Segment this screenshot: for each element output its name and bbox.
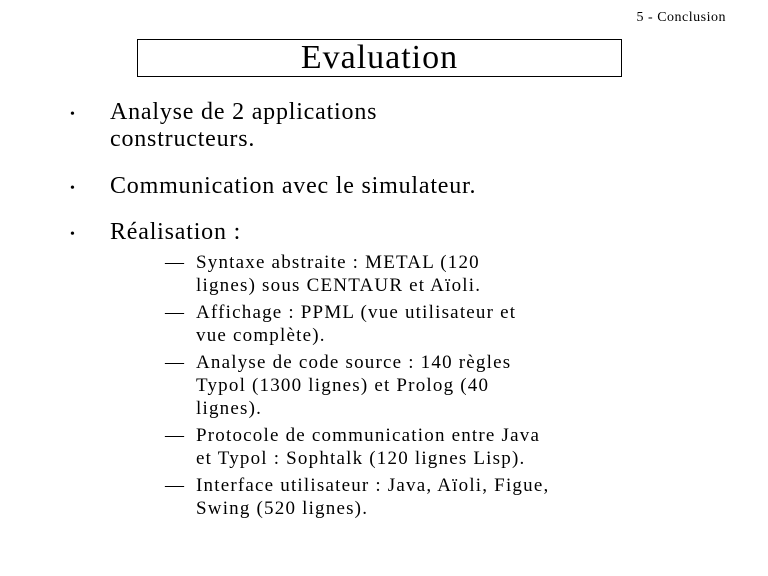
dash-marker-icon: — xyxy=(165,475,184,496)
bullet-text: Réalisation : xyxy=(110,219,242,245)
bullet-item xyxy=(0,99,768,153)
sub-item xyxy=(153,251,768,297)
sub-item-text: Affichage : PPML (vue utilisateur et vue complète). xyxy=(196,302,517,346)
bullet-list xyxy=(0,99,768,524)
sub-item-text: Interface utilisateur : Java, Aïoli, Figue, Swing (520 lignes). xyxy=(196,475,550,519)
sub-item xyxy=(153,474,768,520)
slide-title: Evaluation xyxy=(300,39,459,76)
section-label: 5 - Conclusion xyxy=(636,10,726,25)
sub-item xyxy=(153,424,768,470)
dash-marker-icon: — xyxy=(165,352,184,373)
title-box xyxy=(137,39,622,77)
sub-item-text: Analyse de code source : 140 règles Typol (1300 lignes) et Prolog (40 lignes). xyxy=(196,352,512,419)
sub-list xyxy=(110,251,768,520)
sub-item-text: Protocole de communication entre Java et Typol : Sophtalk (120 lignes Lisp). xyxy=(196,425,541,469)
dash-marker-icon: — xyxy=(165,302,184,323)
bullet-item xyxy=(0,219,768,520)
bullet-text: Analyse de 2 applications constructeurs. xyxy=(110,99,378,152)
bullet-marker-icon: • xyxy=(70,181,75,196)
sub-item-text: Syntaxe abstraite : METAL (120 lignes) sous CENTAUR et Aïoli. xyxy=(196,252,482,296)
bullet-item xyxy=(0,173,768,200)
bullet-marker-icon: • xyxy=(70,107,75,122)
sub-item xyxy=(153,301,768,347)
bullet-text: Communication avec le simulateur. xyxy=(110,173,477,199)
sub-item xyxy=(153,351,768,420)
dash-marker-icon: — xyxy=(165,252,184,273)
dash-marker-icon: — xyxy=(165,425,184,446)
bullet-marker-icon: • xyxy=(70,227,75,242)
